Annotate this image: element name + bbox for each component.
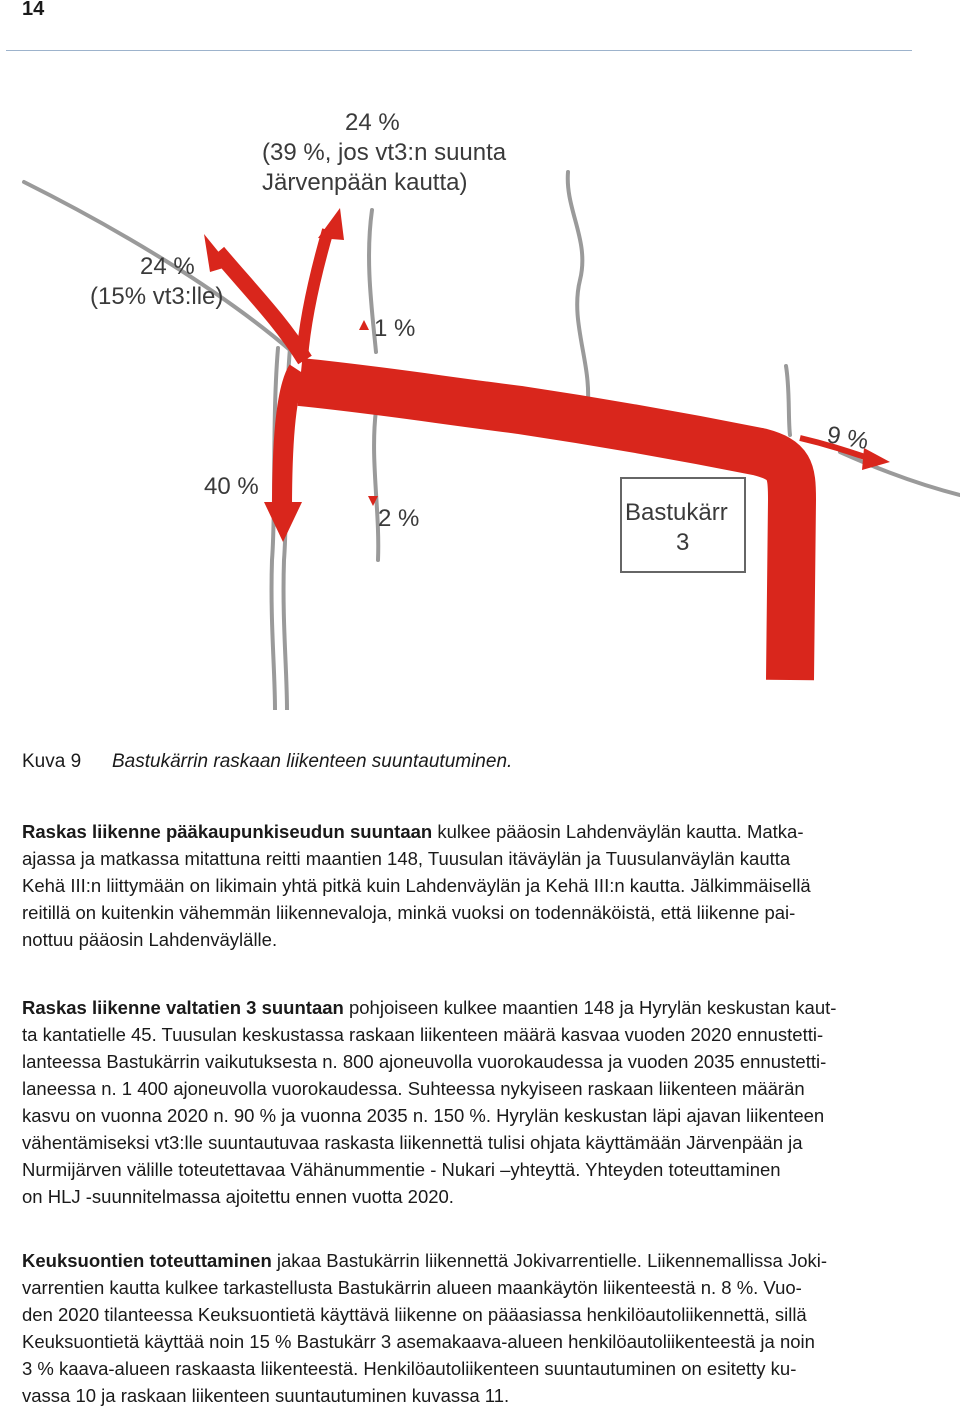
label-southwest: 40 % [204,473,259,500]
caption-text: Bastukärrin raskaan liikenteen suuntautuminen. [112,751,513,772]
paragraph-2-line: lanteessa Bastukärrin vaikutuksesta n. 800 ajoneuvolla vuorokaudessa ja vuoden 2035 ennustetti- [22,1051,827,1072]
paragraph-1 [22,818,894,953]
label-north-line3: Järvenpään kautta) [262,169,468,196]
paragraph-3-line: Keuksuontietä käyttää noin 15 % Bastukärr 3 asemakaava-alueen henkilöautoliikenteestä ja noin [22,1331,815,1352]
flow-to-southwest [282,370,298,510]
road-east [840,452,960,495]
paragraph-1-line: Kehä III:n liittymään on likimain yhtä pitkä kuin Lahdenväylän ja Kehä III:n kautta. Jälkimmäisellä [22,875,811,896]
flow-to-north [302,230,328,358]
paragraph-2-line: kasvu on vuonna 2020 n. 90 % ja vuonna 2035 n. 150 %. Hyrylän keskustan läpi ajavan liikenteen [22,1105,825,1126]
paragraph-3-line: jakaa Bastukärrin liikennettä Jokivarrentielle. Liikennemallissa Joki- [271,1250,828,1271]
box-label-line2: 3 [676,529,690,556]
label-east: 9 % [824,421,871,456]
figure-caption [22,750,512,774]
label-north-line1: 24 % [345,109,400,136]
paragraph-3-heading: Keuksuontien toteuttaminen [22,1250,272,1271]
arrowhead-southwest [264,502,302,542]
paragraph-1-line: reitillä on kuitenkin vähemmän liikennevaloja, minkä vuoksi on todennäköistä, että liikenne pai- [22,902,796,923]
label-northwest-line1: 24 % [140,253,195,280]
paragraph-1-heading: Raskas liikenne pääkaupunkiseudun suuntaan [22,821,433,842]
traffic-flow-map [0,90,960,710]
road-center-south [374,410,378,560]
paragraph-2-line: vähentämiseksi vt3:lle suuntautuvaa raskasta liikennettä tulisi ohjata käyttämään Järvenpään ja [22,1132,803,1153]
label-north-small: 1 % [374,315,416,342]
header-rule [6,50,912,51]
paragraph-1-line: nottuu pääosin Lahdenväylälle. [22,929,278,950]
arrowhead-north [318,208,344,240]
caption-label: Kuva 9 [22,751,82,772]
label-northwest-line2: (15% vt3:lle) [90,283,224,310]
flow-arrows [218,230,871,680]
arrowhead-north-small [359,320,369,330]
paragraph-2-line: Nurmijärven välille toteutettavaa Vähänummentie - Nukari –yhteyttä. Yhteyden toteuttaminen [22,1159,781,1180]
paragraph-2-line: laneessa n. 1 400 ajoneuvolla vuorokaudessa. Suhteessa nykyiseen raskaan liikenteen määrän [22,1078,805,1099]
paragraph-2-line: pohjoiseen kulkee maantien 148 ja Hyrylän keskustan kaut- [343,997,837,1018]
page-number: 14 [22,0,45,20]
paragraph-3-line: 3 % kaava-alueen raskaasta liikenteestä. Henkilöautoliikenteen suuntautuminen on esitetty ku- [22,1358,797,1379]
paragraph-3 [22,1247,894,1409]
paragraph-1-line: kulkee pääosin Lahdenväylän kautta. Matka- [432,821,804,842]
paragraph-2-line: ta kantatielle 45. Tuusulan keskustassa raskaan liikenteen määrä kasvaa vuoden 2020 ennustetti- [22,1024,824,1045]
road-northeast [568,172,588,400]
label-south-small: 2 % [378,505,420,532]
label-north-line2: (39 %, jos vt3:n suunta [262,139,507,166]
paragraph-3-line: varrentien kautta kulkee tarkastellusta Bastukärrin alueen maankäytön liikenteestä n. 8 %. Vuo- [22,1277,802,1298]
paragraph-2-heading: Raskas liikenne valtatien 3 suuntaan [22,997,344,1018]
road-east-vertical [786,366,790,435]
paragraph-3-line: den 2020 tilanteessa Keuksuontietä käyttävä liikenne on pääasiassa henkilöautoliikennettä, sillä [22,1304,807,1325]
paragraph-2-line: on HLJ -suunnitelmassa ajoitettu ennen vuotta 2020. [22,1186,454,1207]
paragraph-1-line: ajassa ja matkassa mitattuna reitti maantien 148, Tuusulan itäväylän ja Tuusulanväylän kautta [22,848,791,869]
box-label-line1: Bastukärr [625,499,728,526]
paragraph-3-line: vassa 10 ja raskaan liikenteen suuntautuminen kuvassa 11. [22,1385,510,1406]
paragraph-2 [22,994,894,1210]
